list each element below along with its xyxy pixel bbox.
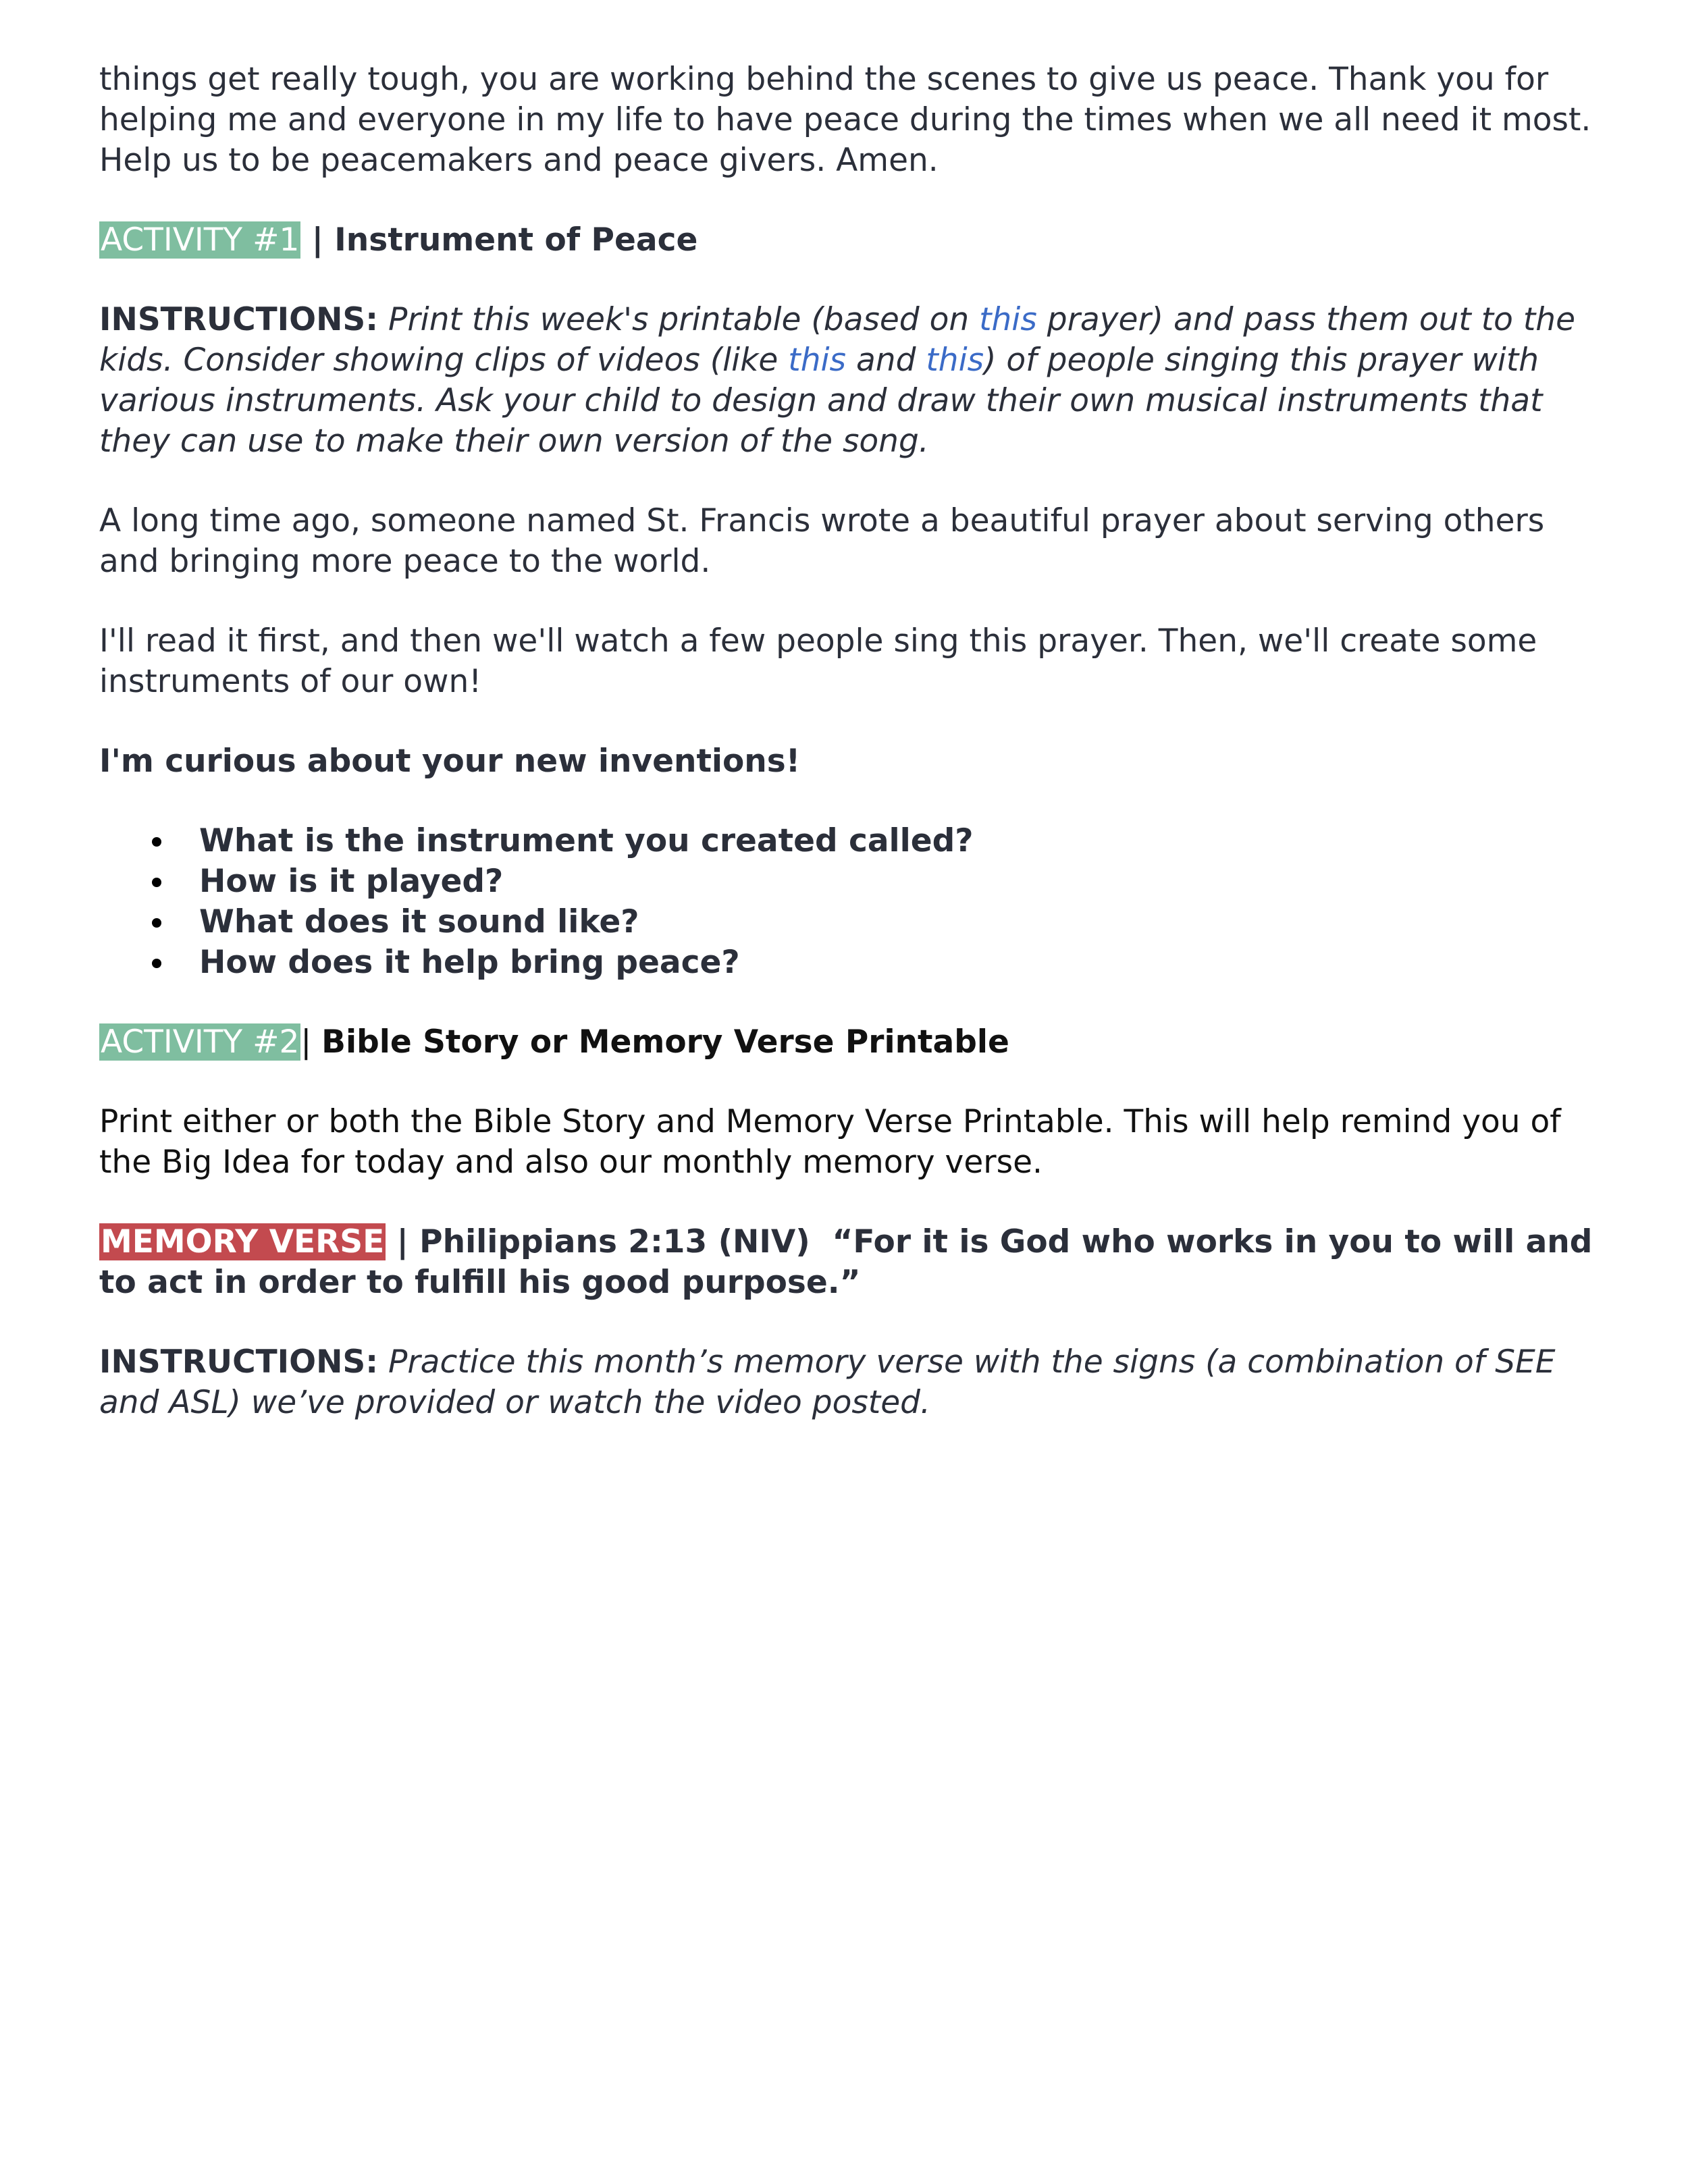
memory-verse-separator: | xyxy=(386,1223,420,1260)
memory-verse-reference: Philippians 2:13 (NIV) xyxy=(419,1223,810,1260)
activity1-instructions xyxy=(99,300,1605,462)
memory-verse-block xyxy=(99,1222,1605,1303)
activity1-instructions-text-1: Print this week's printable (based on xyxy=(378,301,980,338)
question-intro: I'm curious about your new inventions! xyxy=(99,743,801,780)
video-link-2[interactable]: this xyxy=(926,342,984,379)
activity2-tag: ACTIVITY #2 xyxy=(101,1023,300,1061)
memory-verse-tag: MEMORY VERSE xyxy=(101,1223,385,1260)
list-item: How does it help bring peace? xyxy=(199,942,1605,983)
memory-verse-instructions-label: INSTRUCTIONS: xyxy=(99,1343,379,1381)
activity1-instructions-text-3: and xyxy=(846,342,926,379)
list-item: What does it sound like? xyxy=(199,902,1605,942)
memory-verse-text: “For it is God who works in you to will and to act in order to fulfill his good purpose.” xyxy=(99,1223,1593,1301)
list-item: How is it played? xyxy=(199,861,1605,902)
activity2-title: Bible Story or Memory Verse Printable xyxy=(321,1023,1009,1061)
prayer-ending: things get really tough, you are working behind the scenes to give us peace. Thank you for helping me and everyone in my life to have peace during the times when we all need it most. Help us to be peacemakers and peace givers. Amen. xyxy=(99,61,1591,179)
video-link-1[interactable]: this xyxy=(788,342,847,379)
memory-verse-instructions xyxy=(99,1342,1605,1423)
activity2-heading xyxy=(99,1022,1605,1063)
activity1-title: Instrument of Peace xyxy=(334,221,698,259)
activity1-instructions-text-2: prayer) and pass them out to the kids. Consider showing clips of videos (like xyxy=(99,301,1575,379)
activity2-separator: | xyxy=(300,1023,322,1061)
activity1-paragraph-1: A long time ago, someone named St. Francis wrote a beautiful prayer about serving others and bringing more peace to the world. xyxy=(99,502,1545,580)
activity1-instructions-text-4: ) of people singing this prayer with various instruments. Ask your child to design and draw their own musical instruments that they can use to make their own version of the song. xyxy=(99,342,1543,460)
activity1-tag: ACTIVITY #1 xyxy=(101,221,300,259)
activity2-body: Print either or both the Bible Story and Memory Verse Printable. This will help remind you of the Big Idea for today and also our monthly memory verse. xyxy=(99,1103,1561,1181)
memory-verse-instructions-text: Practice this month’s memory verse with the signs (a combination of SEE and ASL) we’ve provided or watch the video posted. xyxy=(99,1343,1556,1421)
list-item: What is the instrument you created called? xyxy=(199,821,1605,861)
prayer-link[interactable]: this xyxy=(979,301,1037,338)
document-page xyxy=(99,59,1605,1462)
activity1-paragraph-2: I'll read it first, and then we'll watch a few people sing this prayer. Then, we'll create some instruments of our own! xyxy=(99,622,1537,700)
question-list xyxy=(99,821,1605,983)
activity1-heading xyxy=(99,220,1605,261)
activity1-separator: | xyxy=(300,221,335,259)
activity1-instructions-label: INSTRUCTIONS: xyxy=(99,301,379,338)
